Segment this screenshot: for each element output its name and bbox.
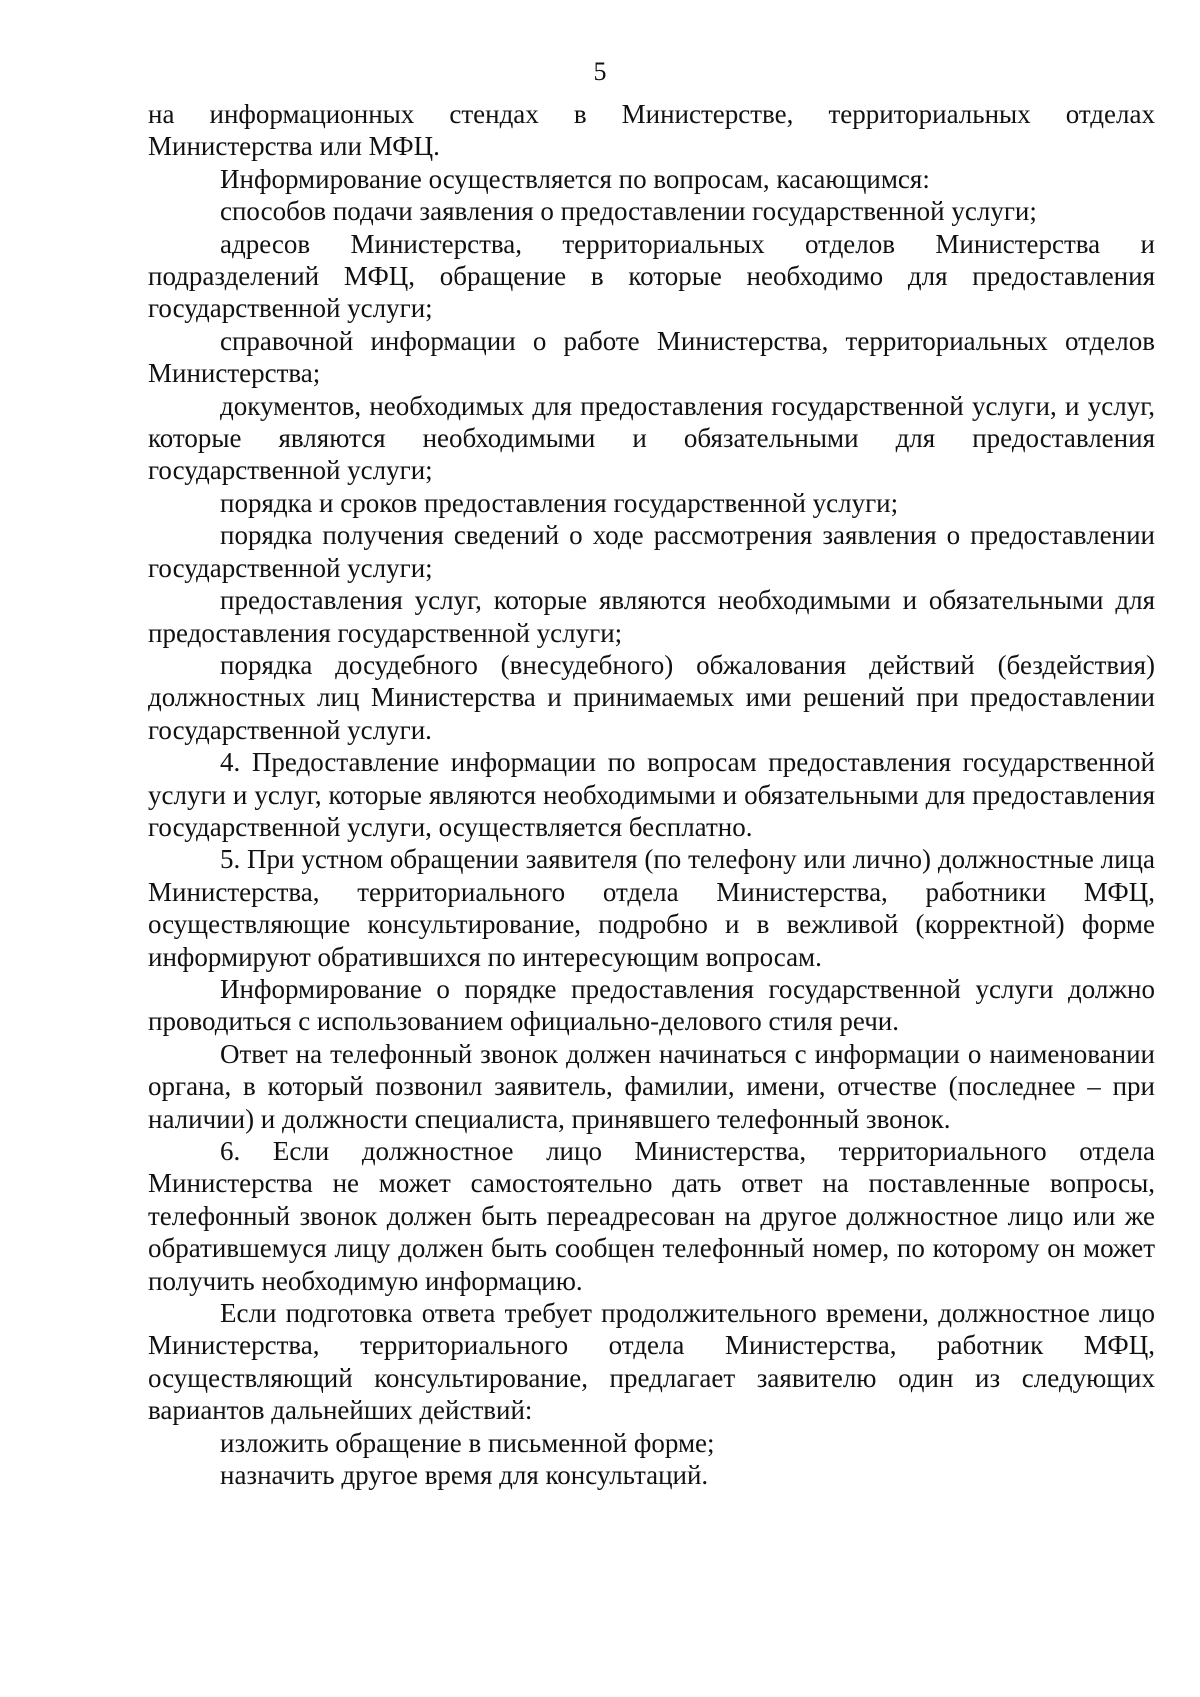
page-number: 5: [593, 57, 607, 86]
clause-5: 5. При устном обращении заявителя (по телефону или лично) должностные лица Министерства, территориального отдела Министерства, работники МФЦ, осуществляющие консультирование, подробно и в вежливой (корректной) форме информируют обратившихся по интересующим вопросам.: [148, 844, 1155, 972]
paragraph-speech-style: Информирование о порядке предоставления государственной услуги должно проводиться с использованием официально-делового стиля речи.: [148, 973, 1155, 1037]
paragraph-informing-topics: Информирование осуществляется по вопросам, касающимся:: [220, 163, 930, 194]
clause-4: 4. Предоставление информации по вопросам предоставления государственной услуги и услуг, которые являются необходимыми и обязательными для предоставления государственной услуги, осуществляется бесплатно.: [148, 747, 1155, 842]
list-item-procedure-terms: порядка и сроков предоставления государственной услуги;: [220, 487, 899, 518]
list-item-appeal-procedure: порядка досудебного (внесудебного) обжалования действий (бездействия) должностных лиц Министерства и принимаемых ими решений при предоставлении государственной услуги.: [148, 649, 1155, 745]
document-body: [148, 98, 1155, 1491]
clause-6: 6. Если должностное лицо Министерства, территориального отдела Министерства не может самостоятельно дать ответ на поставленные вопросы, телефонный звонок должен быть переадресован на другое должностное лицо или же обратившемуся лицу должен быть сообщен телефонный номер, по которому он может получить необходимую информацию.: [148, 1136, 1155, 1296]
list-item-submission-methods: способов подачи заявления о предоставлении государственной услуги;: [220, 196, 1037, 227]
list-item-written-form: изложить обращение в письменной форме;: [220, 1427, 715, 1458]
list-item-documents: документов, необходимых для предоставления государственной услуги, и услуг, которые являются необходимыми и обязательными для предоставления государственной услуги;: [148, 390, 1155, 486]
list-item-required-services: предоставления услуг, которые являются необходимыми и обязательными для предоставления государственной услуги;: [148, 585, 1155, 648]
list-item-status-info: порядка получения сведений о ходе рассмотрения заявления о предоставлении государственной услуги;: [148, 520, 1155, 583]
list-item-reference-info: справочной информации о работе Министерства, территориальных отделов Министерства;: [148, 325, 1155, 389]
paragraph-continuation: на информационных стендах в Министерстве, территориальных отделах Министерства или МФЦ.: [148, 99, 1155, 162]
paragraph-phone-answer: Ответ на телефонный звонок должен начинаться с информации о наименовании органа, в который позвонил заявитель, фамилии, имени, отчестве (последнее – при наличии) и должности специалиста, принявшего телефонный звонок.: [148, 1038, 1155, 1134]
list-item-addresses: адресов Министерства, территориальных отделов Министерства и подразделений МФЦ, обращение в которые необходимо для предоставления государственной услуги;: [148, 228, 1155, 324]
paragraph-long-answer: Если подготовка ответа требует продолжительного времени, должностное лицо Министерства, территориального отдела Министерства, работник МФЦ, осуществляющий консультирование, предлагает заявителю один из следующих вариантов дальнейших действий:: [148, 1298, 1155, 1426]
list-item-other-time: назначить другое время для консультаций.: [220, 1460, 709, 1491]
